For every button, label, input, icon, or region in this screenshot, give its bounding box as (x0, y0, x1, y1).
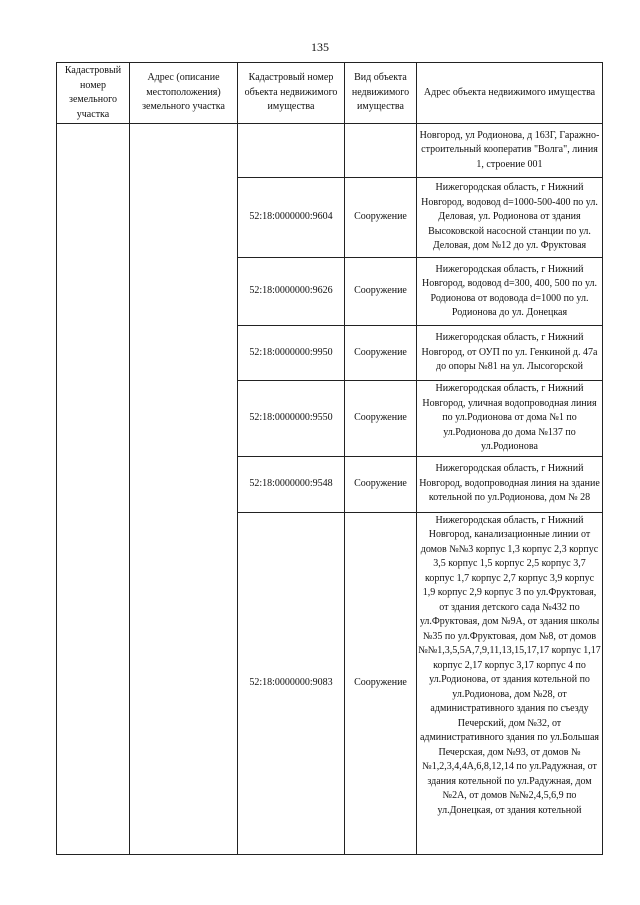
page-number: 135 (311, 40, 329, 54)
object-type-cell: Сооружение (345, 178, 417, 258)
header-object-address: Адрес объекта недвижимого имущества (417, 63, 603, 124)
object-cadastral-cell: 52:18:0000000:9626 (238, 258, 345, 326)
property-table (56, 62, 603, 855)
object-cadastral-cell: 52:18:0000000:9604 (238, 178, 345, 258)
header-object-type: Вид объекта недвижимого имущества (345, 63, 417, 124)
object-address-cell: Нижегородская область, г Нижний Новгород, уличная водопроводная линия по ул.Родионова от дома №1 по ул.Родионова до дома №137 по ул.Родионова (417, 381, 603, 457)
object-cadastral-cell: 52:18:0000000:9548 (238, 456, 345, 512)
object-cadastral-cell (238, 124, 345, 178)
object-cadastral-cell: 52:18:0000000:9083 (238, 512, 345, 854)
land-cadastral-cell (57, 124, 130, 855)
header-land-address: Адрес (описание местоположения) земельного участка (130, 63, 238, 124)
object-type-cell: Сооружение (345, 326, 417, 381)
land-address-cell (130, 124, 238, 855)
object-address-cell: Новгород, ул Родионова, д 163Г, Гаражно-строительный кооператив "Волга", линия 1, строение 001 (417, 124, 603, 178)
object-type-cell (345, 124, 417, 178)
object-cadastral-cell: 52:18:0000000:9950 (238, 326, 345, 381)
object-cadastral-cell: 52:18:0000000:9550 (238, 381, 345, 457)
object-address-cell: Нижегородская область, г Нижний Новгород, водовод d=300, 400, 500 по ул. Родионова от водовода d=1000 по ул. Родионова до ул. Донецкая (417, 258, 603, 326)
header-land-cadastral: Кадастровый номер земельного участка (57, 63, 130, 124)
object-address-cell: Нижегородская область, г Нижний Новгород, канализационные линии от домов №№3 корпус 1,3 корпус 2,3 корпус 3,5 корпус 1,5 корпус 2,5 корпус 3,7 корпус 1,7 корпус 2,7 корпус 3,9 корпус 1,9 корпус 2,9 корпус 3 по ул.Фруктовая, от здания детского сада №432 по ул.Фруктовая, дом №9А, от здания школы №35 по ул.Фруктовая, дом №8, от домов №№1,3,5,5А,7,9,11,13,15,17,17 корпус 1,17 корпус 2,17 корпус 3,17 корпус 4 по ул.Родионова, от здания котельной по ул.Родионова, дом №28, от административного здания по съезду Печерский, дом №32, от административного здания по ул.Большая Печерская, дом №93, от домов №№1,2,3,4,4А,6,8,12,14 по ул.Радужная, от здания котельной по ул.Радужная, дом №2А, от домов №№2,4,5,6,9 по ул.Донецкая, от здания котельной (417, 512, 603, 854)
table-header-row (57, 63, 603, 124)
object-address-cell: Нижегородская область, г Нижний Новгород, от ОУП по ул. Генкиной д. 47а до опоры №81 на ул. Лысогорской (417, 326, 603, 381)
header-object-cadastral: Кадастровый номер объекта недвижимого имущества (238, 63, 345, 124)
table-row (57, 124, 603, 178)
object-type-cell: Сооружение (345, 512, 417, 854)
object-type-cell: Сооружение (345, 258, 417, 326)
object-type-cell: Сооружение (345, 381, 417, 457)
object-address-cell: Нижегородская область, г Нижний Новгород, водопроводная линия на здание котельной по ул.Родионова, дом № 28 (417, 456, 603, 512)
object-type-cell: Сооружение (345, 456, 417, 512)
object-address-cell: Нижегородская область, г Нижний Новгород, водовод d=1000-500-400 по ул. Деловая, ул. Родионова от здания Высоковской насосной станции по ул. Деловая, дом №12 до ул. Фруктовая (417, 178, 603, 258)
